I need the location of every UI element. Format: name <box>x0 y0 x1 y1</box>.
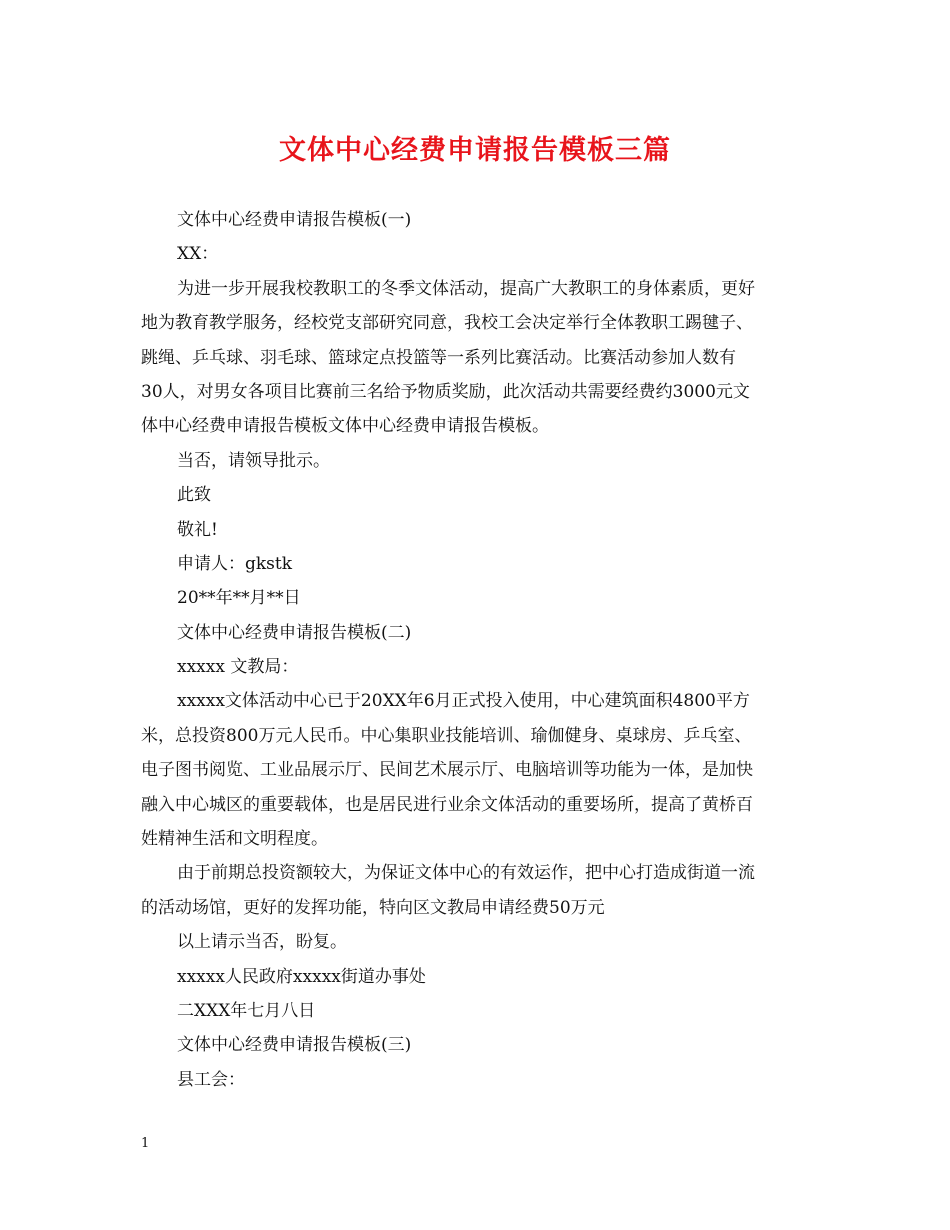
paragraph-line: 30人，对男女各项目比赛前三名给予物质奖励，此次活动共需要经费约3000元文 <box>141 381 750 402</box>
paragraph-line: 融入中心城区的重要载体，也是居民进行业余文体活动的重要场所，提高了黄桥百 <box>141 794 753 815</box>
request-line: 当否，请领导批示。 <box>177 450 330 471</box>
closing-line: 敬礼! <box>177 519 218 540</box>
request-line: 以上请示当否，盼复。 <box>177 932 347 953</box>
paragraph-line: 电子图书阅览、工业品展示厅、民间艺术展示厅、电脑培训等功能为一体，是加快 <box>141 760 753 781</box>
paragraph-line: 由于前期总投资额较大，为保证文体中心的有效运作，把中心打造成街道一流 <box>177 863 755 884</box>
section-heading-2: 文体中心经费申请报告模板(二) <box>177 622 412 643</box>
salutation-1: XX： <box>177 244 219 265</box>
applicant-line: 申请人：gkstk <box>177 553 293 574</box>
closing-line: 此致 <box>177 485 211 506</box>
paragraph-line: 的活动场馆，更好的发挥功能，特向区文教局申请经费50万元 <box>141 897 605 918</box>
section-heading-1: 文体中心经费申请报告模板(一) <box>177 210 412 230</box>
date-line: 20**年**月**日 <box>177 588 301 609</box>
date-line: 二XXX年七月八日 <box>177 1000 316 1021</box>
paragraph-line: 跳绳、乒乓球、羽毛球、篮球定点投篮等一系列比赛活动。比赛活动参加人数有 <box>141 347 736 368</box>
paragraph-line: 为进一步开展我校教职工的冬季文体活动，提高广大教职工的身体素质，更好 <box>177 278 755 299</box>
salutation-3: 县工会： <box>177 1069 245 1090</box>
signature-line: xxxxx人民政府xxxxx街道办事处 <box>177 966 426 987</box>
section-heading-3: 文体中心经费申请报告模板(三) <box>177 1035 412 1056</box>
paragraph-line: 地为教育教学服务，经校党支部研究同意，我校工会决定举行全体教职工踢毽子、 <box>141 313 753 334</box>
salutation-2: xxxxx 文教局： <box>177 657 299 678</box>
paragraph-line: 姓精神生活和文明程度。 <box>141 829 328 850</box>
document-title: 文体中心经费申请报告模板三篇 <box>279 135 671 166</box>
page-number: 1 <box>141 1136 150 1151</box>
document-body <box>141 203 813 1097</box>
paragraph-line: xxxxx文体活动中心已于20XX年6月正式投入使用，中心建筑面积4800平方 <box>177 691 750 712</box>
paragraph-line: 米，总投资800万元人民币。中心集职业技能培训、瑜伽健身、桌球房、乒乓室、 <box>141 725 752 746</box>
paragraph-line: 体中心经费申请报告模板文体中心经费申请报告模板。 <box>141 416 549 437</box>
